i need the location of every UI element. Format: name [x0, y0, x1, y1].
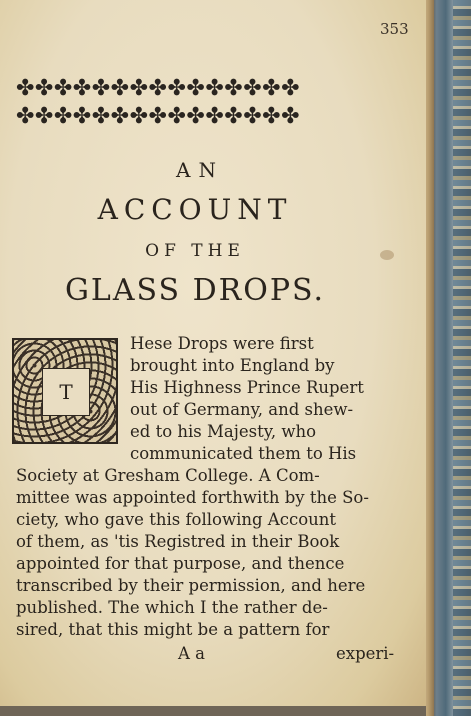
paper-stain: [380, 250, 394, 260]
ornament-row-bottom: ✤✤✤✤✤✤✤✤✤✤✤✤✤✤✤: [16, 104, 301, 129]
text-line: out of Germany, and shew-: [130, 400, 354, 419]
text-line: ed to his Majesty, who: [130, 422, 317, 441]
text-line: Hese Drops were first: [130, 334, 314, 353]
title-of-the: OF THE: [145, 241, 245, 261]
book-cover-edge: [429, 0, 471, 716]
signature-mark: A a: [178, 644, 205, 663]
text-line: appointed for that purpose, and thence: [16, 554, 345, 573]
text-line: of them, as 'tis Registred in their Book: [16, 532, 340, 551]
page-number: 353: [380, 20, 409, 38]
drop-cap-frame: [12, 338, 118, 444]
text-line: mittee was appointed forthwith by the So-: [16, 488, 369, 507]
ornament-row-top: ✤✤✤✤✤✤✤✤✤✤✤✤✤✤✤: [16, 76, 301, 101]
text-line: transcribed by their permission, and here: [16, 576, 366, 595]
marbled-endpaper: [453, 0, 471, 716]
bottom-edge: [0, 706, 426, 716]
title-an: AN: [176, 158, 224, 182]
text-line: published. The which I the rather de-: [16, 598, 328, 617]
catchword: experi-: [336, 644, 395, 663]
text-line: communicated them to His: [130, 444, 357, 463]
text-line: Society at Gresham College. A Com-: [16, 466, 320, 485]
text-line: brought into England by: [130, 356, 335, 375]
text-line: His Highness Prince Rupert: [130, 378, 364, 397]
drop-cap-letter: T: [42, 368, 90, 416]
text-line: sired, that this might be a pattern for: [16, 620, 330, 639]
title-account: ACCOUNT: [97, 193, 293, 226]
text-line: ciety, who gave this following Account: [16, 510, 337, 529]
title-glass-drops: GLASS DROPS.: [64, 273, 326, 308]
